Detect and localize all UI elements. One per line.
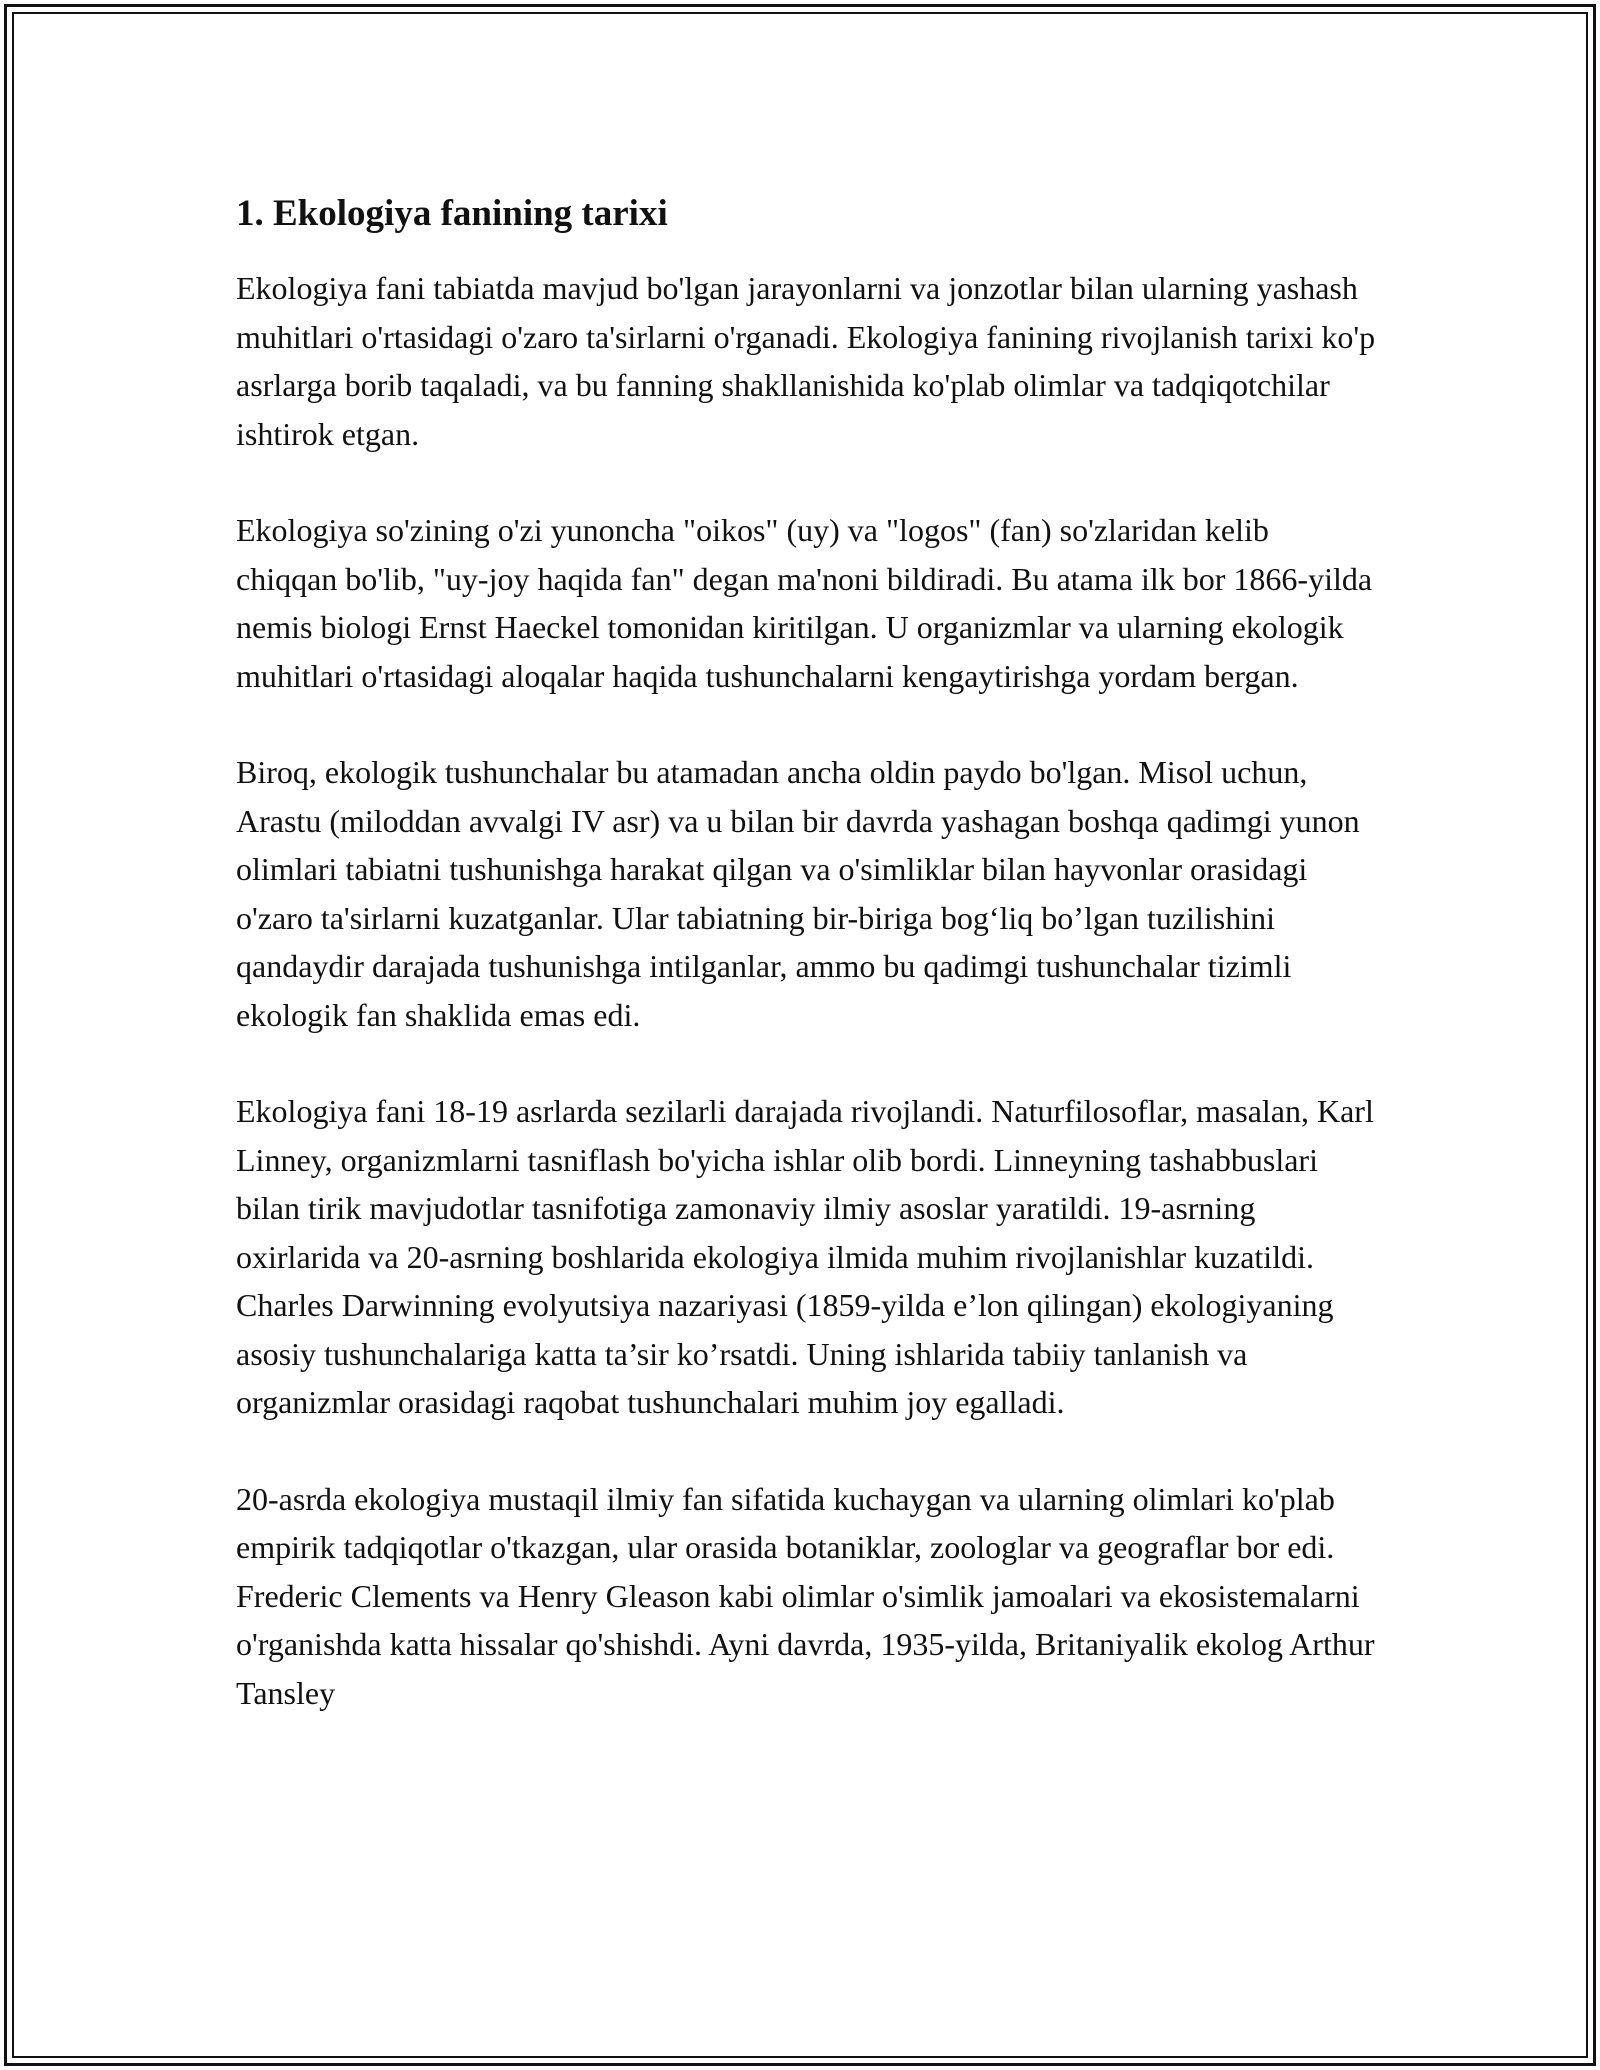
paragraph-5: 20-asrda ekologiya mustaqil ilmiy fan sifatida kuchaygan va ularning olimlari ko'plab empirik tadqiqotlar o'tkazgan, ular orasida botaniklar, zoologlar va geograflar bor edi. Frederic Clements va Henry Gleason kabi olimlar o'simlik jamoalari va ekosistemalarni o'rganishda katta hissalar qo'shishdi. Ayni davrda, 1935-yilda, Britaniyalik ekolog Arthur Tansley xyxy=(236,1480,1375,1711)
paragraph-4: Ekologiya fani 18-19 asrlarda sezilarli darajada rivojlandi. Naturfilosoflar, masalan, Karl Linney, organizmlarni tasniflash bo'yicha ishlar olib bordi. Linneyning tashabbuslari bilan tirik mavjudotlar tasnifotiga zamonaviy ilmiy asoslar yaratildi. 19-asrning oxirlarida va 20-asrning boshlarida ekologiya ilmida muhim rivojlanishlar kuzatildi. Charles Darwinning evolyutsiya nazariyasi (1859-yilda e’lon qilingan) ekologiyaning asosiy tushunchalariga katta ta’sir ko’rsatdi. Uning ishlarida tabiiy tanlanish va organizmlar orasidagi raqobat tushunchalari muhim joy egalladi. xyxy=(236,1093,1374,1420)
paragraph-2: Ekologiya so'zining o'zi yunoncha "oikos" (uy) va "logos" (fan) so'zlaridan kelib chiqqan bo'lib, "uy-joy haqida fan" degan ma'noni bildiradi. Bu atama ilk bor 1866-yilda nemis biologi Ernst Haeckel tomonidan kiritilgan. U organizmlar va ularning ekologik muhitlari o'rtasidagi aloqalar haqida tushunchalarni kengaytirishga yordam bergan. xyxy=(236,512,1373,694)
document-body xyxy=(236,186,1376,1765)
section-title: 1. Ekologiya fanining tarixi xyxy=(236,193,668,234)
paragraph-1: Ekologiya fani tabiatda mavjud bo'lgan jarayonlarni va jonzotlar bilan ularning yashash muhitlari o'rtasidagi o'zaro ta'sirlarni o'rganadi. Ekologiya fanining rivojlanish tarixi ko'p asrlarga borib taqaladi, va bu fanning shakllanishida ko'plab olimlar va tadqiqotchilar ishtirok etgan. xyxy=(236,270,1376,452)
paragraph-3: Biroq, ekologik tushunchalar bu atamadan ancha oldin paydo bo'lgan. Misol uchun, Arastu (miloddan avvalgi IV asr) va u bilan bir davrda yashagan boshqa qadimgi yunon olimlari tabiatni tushunishga harakat qilgan va o'simliklar bilan hayvonlar orasidagi o'zaro ta'sirlarni kuzatganlar. Ular tabiatning bir-biriga bog‘liq bo’lgan tuzilishini qandaydir darajada tushunishga intilganlar, ammo bu qadimgi tushunchalar tizimli ekologik fan shaklida emas edi. xyxy=(236,754,1360,1033)
